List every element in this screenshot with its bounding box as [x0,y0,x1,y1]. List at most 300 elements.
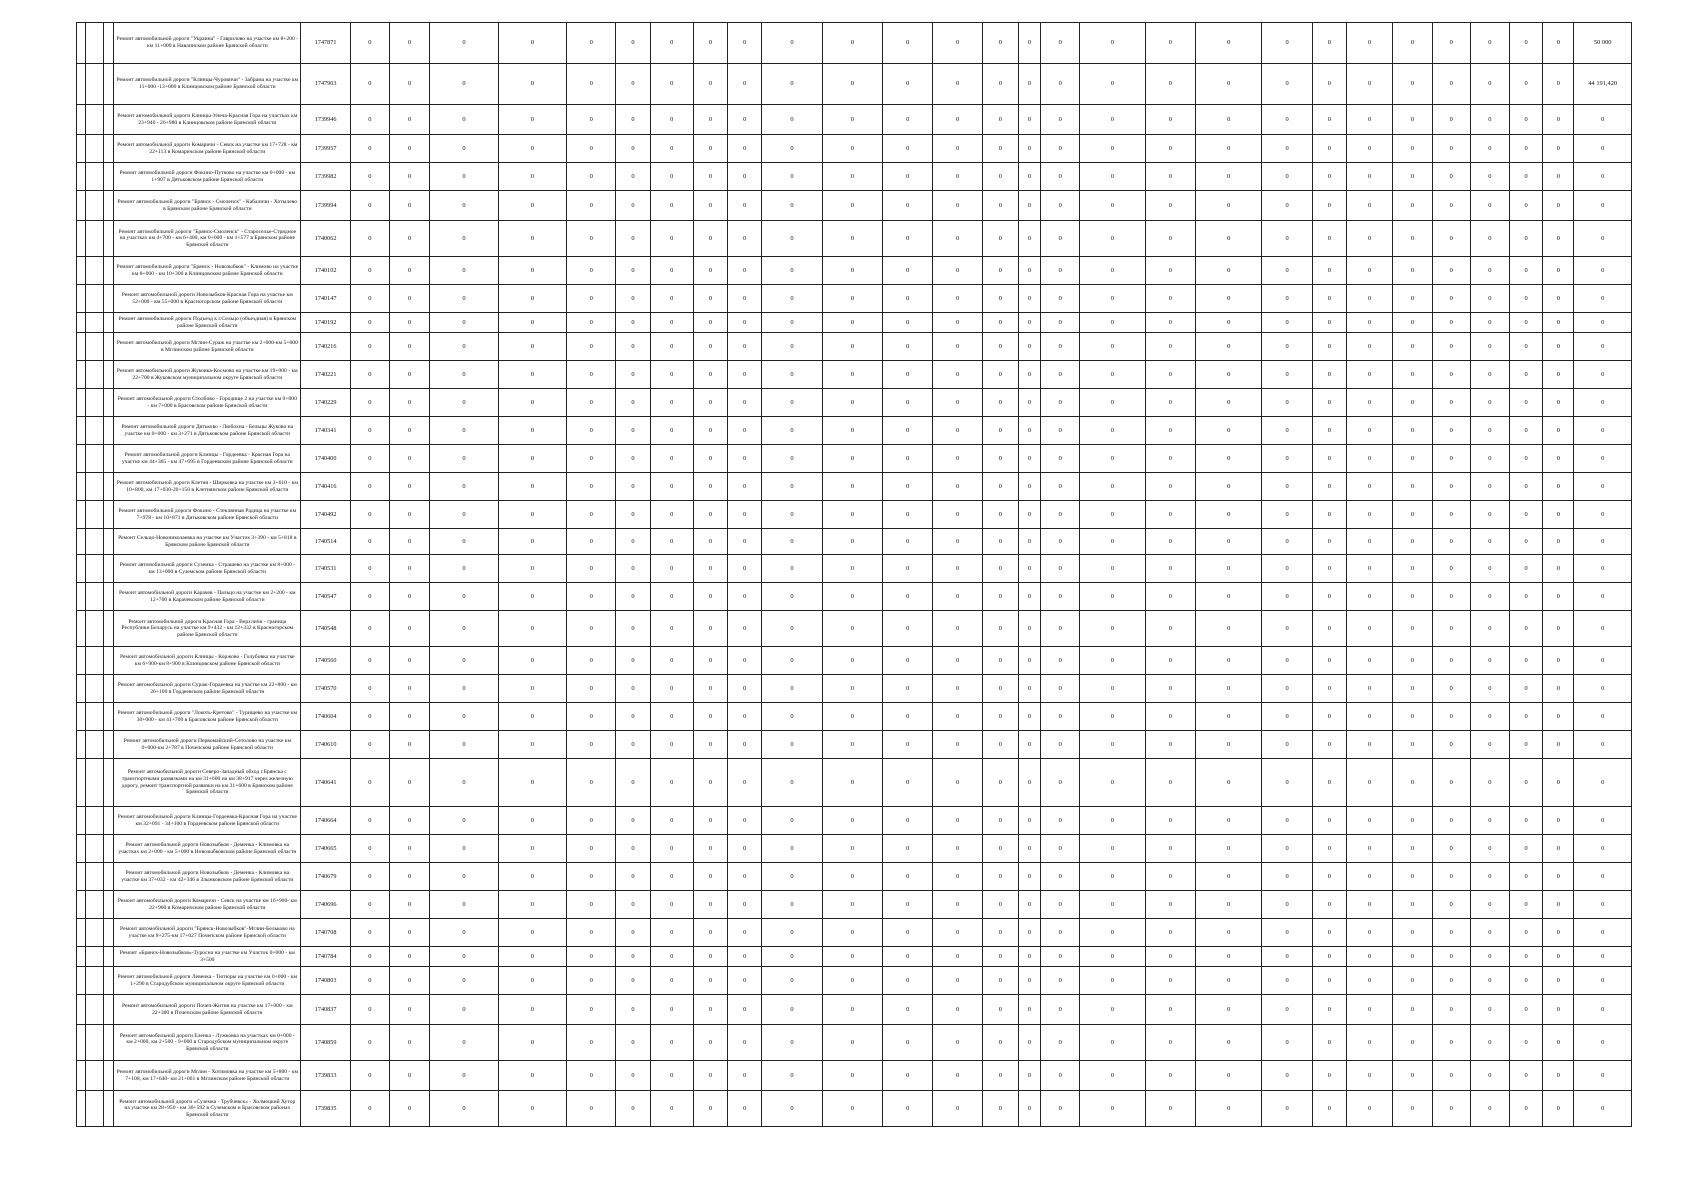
value-cell: 0 [693,583,727,611]
value-cell: 0 [389,361,429,389]
value-cell: 0 [693,23,727,64]
value-cell: 0 [498,1061,566,1091]
value-cell: 0 [1145,389,1195,417]
value-cell: 0 [1145,23,1195,64]
value-cell: 0 [883,163,933,191]
value-cell: 0 [1393,417,1432,445]
value-cell: 0 [933,529,982,555]
value-cell: 0 [822,731,882,759]
value-cell: 0 [1196,611,1262,647]
value-cell: 0 [1393,105,1432,135]
value-cell: 0 [1543,417,1574,445]
value-cell: 0 [1196,529,1262,555]
value-cell: 0 [567,1091,616,1127]
value-cell: 0 [650,23,693,64]
value-cell: 0 [1347,647,1393,675]
value-cell: 0 [1041,501,1080,529]
value-cell: 0 [1347,759,1393,807]
value-cell: 0 [498,191,566,221]
value-cell: 0 [1312,473,1346,501]
value-cell: 0 [567,529,616,555]
value-cell: 0 [1432,105,1470,135]
value-cell: 0 [1145,891,1195,919]
value-cell: 0 [883,23,933,64]
value-cell: 0 [389,473,429,501]
value-cell: 0 [350,611,389,647]
value-cell: 0 [693,389,727,417]
value-cell: 0 [1543,647,1574,675]
value-cell: 0 [762,863,822,891]
value-cell: 0 [430,417,498,445]
project-description-cell: Ремонт автомобильной дороги Клинцы - Гордеевка - Красная Гора на участке км 44+365 - км 47+695 в Гордеевском районе Брянской области [114,445,301,473]
value-cell: 0 [883,583,933,611]
value-cell: 0 [1393,191,1432,221]
value-cell: 0 [1262,221,1312,257]
value-cell: 0 [1196,445,1262,473]
value-cell: 0 [650,135,693,163]
value-cell: 0 [616,23,650,64]
value-cell: 0 [1432,64,1470,105]
blank-cell [77,361,86,389]
value-cell: 0 [693,191,727,221]
blank-cell [104,1061,114,1091]
blank-cell [86,611,104,647]
value-cell: 0 [1080,583,1145,611]
blank-cell [86,445,104,473]
value-cell: 0 [1018,947,1040,967]
value-cell: 0 [1312,221,1346,257]
blank-cell [104,759,114,807]
project-description-cell: Ремонт автомобильной дороги Суземка - Страшево на участке км 8+000 - км 13+000 в Суземском районе Брянской области [114,555,301,583]
value-cell: 0 [389,891,429,919]
value-cell: 0 [1041,647,1080,675]
table-row [77,555,1632,583]
value-cell: 0 [762,1091,822,1127]
value-cell: 0 [389,105,429,135]
value-cell: 0 [1312,891,1346,919]
value-cell: 0 [883,473,933,501]
value-cell: 0 [1543,257,1574,285]
value-cell: 0 [822,333,882,361]
value-cell: 0 [883,285,933,313]
value-cell: 0 [1018,313,1040,333]
value-cell: 0 [430,919,498,947]
value-cell: 0 [933,313,982,333]
value-cell: 0 [728,995,762,1025]
value-cell: 0 [616,389,650,417]
value-cell: 0 [822,313,882,333]
value-cell: 0 [728,23,762,64]
value-cell: 0 [1196,333,1262,361]
value-cell: 0 [1432,501,1470,529]
blank-cell [86,583,104,611]
value-cell: 0 [1262,1025,1312,1061]
value-cell: 0 [430,445,498,473]
project-description-cell: Ремонт автомобильной дороги Мглин - Хотимовка на участке км 5+800 - км 7+108, км 17+640- км 21+061 в Мглинском районе Брянской области [114,1061,301,1091]
value-cell: 0 [883,529,933,555]
blank-cell [104,807,114,835]
value-cell: 0 [350,863,389,891]
value-cell: 0 [616,1091,650,1127]
value-cell: 0 [822,995,882,1025]
value-cell: 0 [389,389,429,417]
value-cell: 0 [1145,285,1195,313]
value-cell: 0 [1080,313,1145,333]
value-cell: 0 [1312,529,1346,555]
blank-cell [77,473,86,501]
value-cell: 0 [1347,473,1393,501]
value-cell: 0 [350,417,389,445]
value-cell: 0 [350,835,389,863]
blank-cell [77,501,86,529]
blank-cell [77,105,86,135]
value-cell: 0 [1041,529,1080,555]
value-cell: 0 [1196,1061,1262,1091]
value-cell: 0 [982,389,1018,417]
value-cell: 0 [1470,389,1509,417]
value-cell: 0 [822,967,882,995]
value-cell: 0 [1347,891,1393,919]
amount-cell: 0 [1574,105,1632,135]
value-cell: 0 [567,731,616,759]
blank-cell [77,891,86,919]
value-cell: 0 [728,1091,762,1127]
value-cell: 0 [1393,863,1432,891]
value-cell: 0 [762,731,822,759]
value-cell: 0 [389,647,429,675]
value-cell: 0 [1196,257,1262,285]
value-cell: 0 [1543,731,1574,759]
value-cell: 0 [1041,105,1080,135]
value-cell: 0 [1080,417,1145,445]
value-cell: 0 [1543,807,1574,835]
table-row [77,995,1632,1025]
value-cell: 0 [693,675,727,703]
value-cell: 0 [762,285,822,313]
value-cell: 0 [1510,555,1543,583]
value-cell: 0 [822,611,882,647]
value-cell: 0 [1393,257,1432,285]
value-cell: 0 [982,1091,1018,1127]
value-cell: 0 [933,807,982,835]
value-cell: 0 [1196,835,1262,863]
value-cell: 0 [883,995,933,1025]
value-cell: 0 [933,361,982,389]
blank-cell [86,389,104,417]
value-cell: 0 [728,285,762,313]
blank-cell [104,285,114,313]
value-cell: 0 [728,947,762,967]
value-cell: 0 [693,863,727,891]
project-code-cell: 1739833 [301,1061,350,1091]
project-code-cell: 1740708 [301,919,350,947]
blank-cell [104,445,114,473]
value-cell: 0 [430,313,498,333]
blank-cell [86,105,104,135]
value-cell: 0 [693,1091,727,1127]
project-description-cell: Ремонт автомобильной дороги Фокино-Путково на участке км 0+000 - км 1+907 в Дятьковском районе Брянской области [114,163,301,191]
blank-cell [77,191,86,221]
value-cell: 0 [1145,583,1195,611]
value-cell: 0 [389,221,429,257]
value-cell: 0 [1196,389,1262,417]
blank-cell [86,313,104,333]
value-cell: 0 [1041,759,1080,807]
value-cell: 0 [1543,1025,1574,1061]
project-code-cell: 1740604 [301,703,350,731]
road-repair-table [76,22,1632,1127]
value-cell: 0 [430,731,498,759]
value-cell: 0 [1347,947,1393,967]
value-cell: 0 [1543,361,1574,389]
project-description-cell: Ремонт автомобильной дороги Подъезд к г.Сельцо (объездная) в Брянском районе Брянской области [114,313,301,333]
value-cell: 0 [1347,919,1393,947]
blank-cell [104,64,114,105]
amount-cell: 0 [1574,333,1632,361]
value-cell: 0 [1393,361,1432,389]
value-cell: 0 [350,647,389,675]
value-cell: 0 [1041,361,1080,389]
value-cell: 0 [1145,221,1195,257]
value-cell: 0 [933,555,982,583]
value-cell: 0 [883,257,933,285]
value-cell: 0 [1041,445,1080,473]
value-cell: 0 [1470,995,1509,1025]
value-cell: 0 [1393,1091,1432,1127]
amount-cell: 0 [1574,313,1632,333]
blank-cell [104,105,114,135]
value-cell: 0 [982,23,1018,64]
value-cell: 0 [693,285,727,313]
value-cell: 0 [1018,611,1040,647]
value-cell: 0 [650,105,693,135]
value-cell: 0 [883,361,933,389]
blank-cell [86,1091,104,1127]
value-cell: 0 [693,361,727,389]
value-cell: 0 [1393,759,1432,807]
value-cell: 0 [1041,1025,1080,1061]
value-cell: 0 [1543,863,1574,891]
value-cell: 0 [822,64,882,105]
value-cell: 0 [1393,835,1432,863]
value-cell: 0 [350,995,389,1025]
blank-cell [104,967,114,995]
value-cell: 0 [498,1091,566,1127]
value-cell: 0 [498,333,566,361]
value-cell: 0 [616,191,650,221]
amount-cell: 0 [1574,583,1632,611]
value-cell: 0 [1432,675,1470,703]
value-cell: 0 [1470,967,1509,995]
blank-cell [104,135,114,163]
value-cell: 0 [933,191,982,221]
value-cell: 0 [1145,501,1195,529]
project-description-cell: Ремонт автомобильной дороги "Клинцы-Чуровичи" - Забрама на участке км 11+000 -13+000 в Клинцовском районе Брянской области [114,64,301,105]
value-cell: 0 [728,1061,762,1091]
value-cell: 0 [389,445,429,473]
value-cell: 0 [616,919,650,947]
value-cell: 0 [1018,23,1040,64]
value-cell: 0 [728,919,762,947]
value-cell: 0 [1312,285,1346,313]
value-cell: 0 [567,967,616,995]
blank-cell [86,703,104,731]
value-cell: 0 [430,835,498,863]
value-cell: 0 [1393,891,1432,919]
project-description-cell: Ремонт автомобильной дороги Новозыбков - Деменка - Климовка на участке км 37+032 - км 42+346 в Злынковском районе Брянской области [114,863,301,891]
value-cell: 0 [350,947,389,967]
value-cell: 0 [1041,731,1080,759]
project-description-cell: Ремонт автомобильной дороги Новозыбков - Деменка - Климовка на участках км 2+000 - км 5+000 в Новозыбковском районе Брянской области [114,835,301,863]
value-cell: 0 [762,759,822,807]
amount-cell: 0 [1574,759,1632,807]
value-cell: 0 [693,1061,727,1091]
value-cell: 0 [1018,473,1040,501]
value-cell: 0 [982,703,1018,731]
value-cell: 0 [498,529,566,555]
blank-cell [86,1061,104,1091]
value-cell: 0 [1145,417,1195,445]
value-cell: 0 [650,445,693,473]
value-cell: 0 [982,191,1018,221]
table-row [77,191,1632,221]
value-cell: 0 [1080,555,1145,583]
table-row [77,501,1632,529]
value-cell: 0 [498,473,566,501]
value-cell: 0 [1041,23,1080,64]
blank-cell [104,891,114,919]
value-cell: 0 [616,135,650,163]
value-cell: 0 [1145,191,1195,221]
value-cell: 0 [982,675,1018,703]
value-cell: 0 [350,807,389,835]
value-cell: 0 [762,967,822,995]
value-cell: 0 [982,947,1018,967]
value-cell: 0 [1393,647,1432,675]
value-cell: 0 [822,191,882,221]
value-cell: 0 [1510,105,1543,135]
value-cell: 0 [1543,529,1574,555]
value-cell: 0 [1262,1091,1312,1127]
value-cell: 0 [982,863,1018,891]
value-cell: 0 [1196,647,1262,675]
value-cell: 0 [1018,361,1040,389]
value-cell: 0 [693,333,727,361]
value-cell: 0 [1145,163,1195,191]
value-cell: 0 [1543,285,1574,313]
value-cell: 0 [982,891,1018,919]
value-cell: 0 [498,919,566,947]
amount-cell: 0 [1574,445,1632,473]
project-code-cell: 1740784 [301,947,350,967]
value-cell: 0 [1393,947,1432,967]
value-cell: 0 [822,23,882,64]
value-cell: 0 [1041,473,1080,501]
value-cell: 0 [1145,919,1195,947]
value-cell: 0 [567,473,616,501]
value-cell: 0 [389,313,429,333]
value-cell: 0 [762,313,822,333]
amount-cell: 0 [1574,1025,1632,1061]
value-cell: 0 [1510,759,1543,807]
value-cell: 0 [616,163,650,191]
value-cell: 0 [616,759,650,807]
value-cell: 0 [982,1061,1018,1091]
value-cell: 0 [693,135,727,163]
value-cell: 0 [1145,445,1195,473]
value-cell: 0 [728,445,762,473]
value-cell: 0 [1393,135,1432,163]
value-cell: 0 [1347,995,1393,1025]
value-cell: 0 [1080,285,1145,313]
value-cell: 0 [1470,919,1509,947]
project-code-cell: 1740192 [301,313,350,333]
value-cell: 0 [616,105,650,135]
value-cell: 0 [1347,703,1393,731]
value-cell: 0 [762,257,822,285]
blank-cell [104,389,114,417]
value-cell: 0 [350,313,389,333]
value-cell: 0 [650,675,693,703]
value-cell: 0 [1393,23,1432,64]
blank-cell [77,445,86,473]
value-cell: 0 [616,473,650,501]
value-cell: 0 [498,731,566,759]
value-cell: 0 [650,807,693,835]
table-row [77,333,1632,361]
table-row [77,135,1632,163]
value-cell: 0 [1347,731,1393,759]
value-cell: 0 [1262,445,1312,473]
value-cell: 0 [1510,947,1543,967]
value-cell: 0 [1470,257,1509,285]
value-cell: 0 [1145,473,1195,501]
blank-cell [86,501,104,529]
value-cell: 0 [762,333,822,361]
value-cell: 0 [728,759,762,807]
value-cell: 0 [1347,583,1393,611]
project-code-cell: 1747903 [301,64,350,105]
value-cell: 0 [883,555,933,583]
value-cell: 0 [1018,583,1040,611]
blank-cell [104,313,114,333]
value-cell: 0 [1196,417,1262,445]
table-row [77,445,1632,473]
value-cell: 0 [1393,529,1432,555]
value-cell: 0 [728,611,762,647]
value-cell: 0 [1347,361,1393,389]
blank-cell [86,759,104,807]
value-cell: 0 [1432,473,1470,501]
table-body [77,23,1632,1127]
value-cell: 0 [1312,257,1346,285]
value-cell: 0 [1262,501,1312,529]
value-cell: 0 [933,891,982,919]
value-cell: 0 [762,361,822,389]
value-cell: 0 [350,64,389,105]
blank-cell [104,555,114,583]
value-cell: 0 [982,333,1018,361]
value-cell: 0 [883,891,933,919]
value-cell: 0 [693,967,727,995]
value-cell: 0 [616,995,650,1025]
value-cell: 0 [1080,1061,1145,1091]
blank-cell [77,313,86,333]
value-cell: 0 [389,807,429,835]
blank-cell [77,163,86,191]
project-description-cell: Ремонт автомобильной дороги "Локоть-Кретово" - Турищево на участке км 30+000 - км 41+700 в Брасовском районе Брянской области [114,703,301,731]
value-cell: 0 [1347,1061,1393,1091]
